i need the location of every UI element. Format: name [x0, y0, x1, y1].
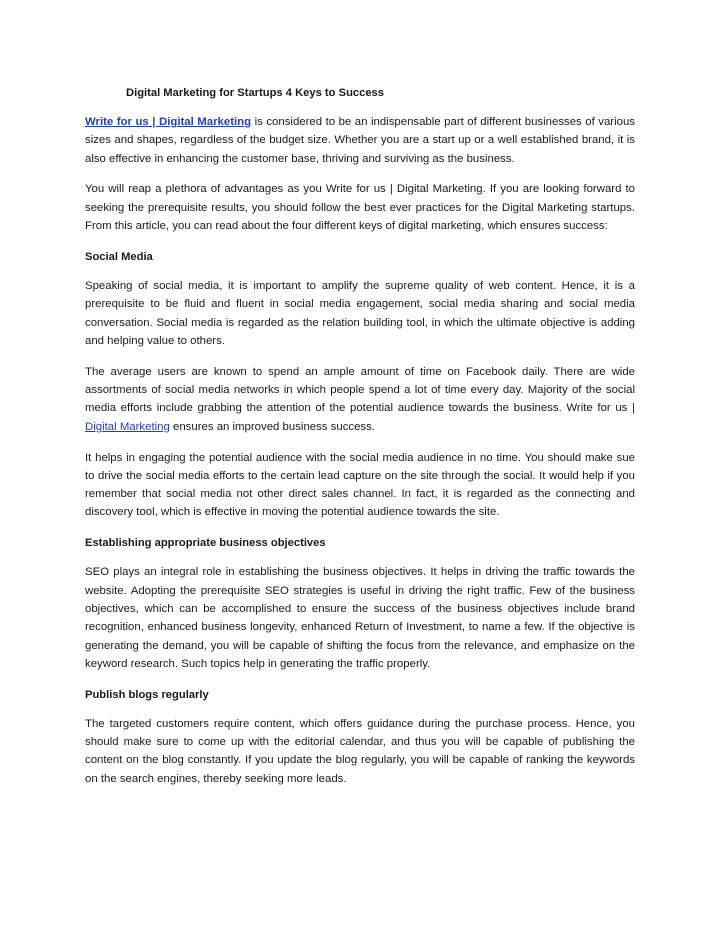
intro-text: is considered to be an indispensable part of different businesses of various sizes and shapes, regardless of the budget size. Whether you are a start up or a well established brand, it is also effective in enhancing the customer base, thriving and surviving as the business. [85, 116, 635, 165]
social-media-paragraph-1: Speaking of social media, it is important to amplify the supreme quality of web content. Hence, it is a prerequisite to be fluid and fluent in social media engagement, social media sharing and social media conversation. Social media is regarded as the relation building tool, in which the ultimate objective is adding and helping value to others. [85, 279, 635, 347]
document-title: Digital Marketing for Startups 4 Keys to Success [126, 87, 385, 99]
business-objectives-paragraph: SEO plays an integral role in establishing the business objectives. It helps in driving the traffic towards the website. Adopting the prerequisite SEO strategies is useful in driving the right traffic. Few of the business objectives, which can be accomplished to ensure the success of the business objectives include brand recognition, enhanced business longevity, enhanced Return of Investment, to name a few. If the objective is generating the demand, you will be capable of shifting the focus from the relevance, and emphasize on the keyword research. Such topics help in generating the traffic properly. [85, 566, 635, 670]
intro-paragraph [85, 113, 635, 168]
digital-marketing-link[interactable]: Digital Marketing [85, 420, 170, 433]
write-for-us-link[interactable]: Write for us | Digital Marketing [85, 116, 252, 128]
social-media-paragraph-2-text: The average users are known to spend an ample amount of time on Facebook daily. There are wide assortments of social media networks in which people spend a lot of time every day. Majority of the social media efforts include grabbing the attention of the potential audience towards the business. Write for us | [85, 365, 635, 415]
social-media-paragraph-2-end: ensures an improved business success. [169, 420, 375, 433]
social-media-heading: Social Media [85, 250, 153, 263]
business-objectives-heading: Establishing appropriate business objectives [85, 537, 326, 550]
document-body [85, 84, 635, 800]
publish-blogs-heading: Publish blogs regularly [85, 688, 209, 701]
advantages-paragraph: You will reap a plethora of advantages as you Write for us | Digital Marketing. If you are looking forward to seeking the prerequisite results, you should follow the best ever practices for the Digital Marketing startups. From this article, you can read about the four different keys of digital marketing, which ensures success: [85, 183, 635, 233]
social-media-paragraph-2 [85, 363, 635, 436]
publish-blogs-paragraph: The targeted customers require content, which offers guidance during the purchase process. Hence, you should make sure to come up with the editorial calendar, and thus you will be capable of publishing the content on the blog constantly. If you update the blog regularly, you will be capable of ranking the keywords on the search engines, thereby seeking more leads. [85, 717, 635, 785]
social-media-paragraph-3: It helps in engaging the potential audience with the social media audience in no time. You should make sue to drive the social media efforts to the certain lead capture on the site through the social. It would help if you remember that social media not other direct sales channel. In fact, it is regarded as the connecting and discovery tool, which is effective in moving the potential audience towards the site. [85, 451, 635, 519]
